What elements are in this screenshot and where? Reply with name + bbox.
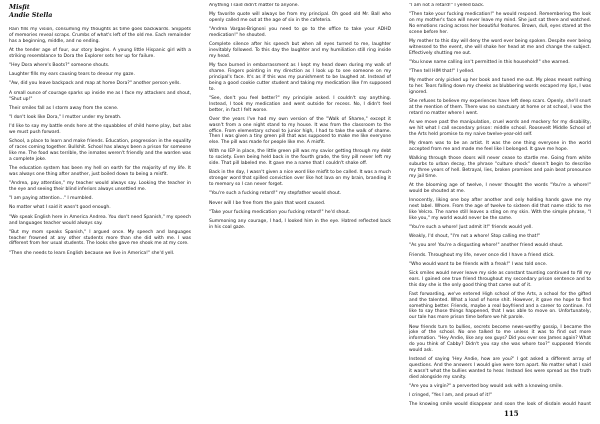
paragraph: Back in the day, I wasn't given a nice word like misfit to be called. It was a much stronger word that spilled conviction over like hot lava on my brain, branding it to memory so I can never forget.: [209, 170, 391, 188]
paragraph: Sick smiles would never leave my side as constant taunting continued to fill my ears. I gained one true friend throughout my secondary prison sentence and to this day she is the only good thing that came out of it.: [409, 271, 591, 288]
paragraph: My dream was to be an artist. It was the one thing everyone in the world accepted from me and made me feel like I belonged. It gave me hope.: [409, 141, 591, 152]
paragraph: Fast forwarding, we've entered High school of the Arts, a school for the gifted and the talented. What a load of horse shit. However, it gave me hope to find something better. Friends, maybe a real boyfriend and a career to continue. I'd like to say those things happened, that I was able to move on. Unfortunately, our tale has more prison time before we hit parole.: [409, 291, 591, 321]
paragraph: Their smiles fall as I storm away from the scene.: [9, 105, 119, 111]
paragraph: Walking through those doors will never cease to startle me. Going from white suburbs to urban decay, the phrase "culture shock" doesn't begin to describe my three years of hell. Betrayal, lies, broken promises and pain beat pronounce my jail time.: [409, 156, 591, 179]
paragraph: I'd like to say my battle ends here at the squabbles of child home play, but alas we must push forward.: [9, 124, 191, 136]
paragraph: Never will I be free from the pain that word caused.: [209, 200, 326, 206]
paragraph: My favorite quote will always be from my principal. Oh good old Mr. Ball who openly called me out at the age of six in the cafeteria.: [209, 12, 391, 24]
paragraph: Friends. Throughout my life, never once did I have a friend stick.: [409, 252, 555, 258]
paragraph: The education system has been my hell on earth for the majority of my life. It was always one thing after another, just boiled down to being a misfit.: [9, 166, 191, 177]
paragraph: At the tender age of four, our story begins. A young little Hispanic girl with a striking resemblance to Dora the Explorer sets her up for failure.: [9, 47, 191, 59]
paragraph: Complete silence after his speech but when all eyes turned to me, laughter inevitably followed. To this day the laughter and my humiliation still ring inside my head.: [209, 42, 391, 60]
page-number: 115: [504, 409, 519, 418]
paragraph: At the blooming age of twelve, I never thought the words "You're a whore!" would be shouted at me.: [409, 183, 591, 194]
paragraph: "Then she needs to learn English because we live in America!" she'd yell.: [9, 250, 175, 256]
paragraph: "Andrea, pay attention," my teacher would always say. Looking the teacher in the eye and seeing their blind inferiors always unsettled me.: [9, 181, 191, 193]
paragraph: A small ounce of courage sparks up inside me as I face my attackers and shout, "Shut up!": [9, 90, 191, 102]
paragraph: Innocently, liking one boy after another and only holding hands gave me my next label. Whore. From the age of twelve to sixteen did that name stick to me like Velcro. The name still leaves a sting on my skin. With the simple phrase, "I like you," my world would never be the same.: [409, 198, 591, 221]
paragraph: "You're such a whore! Just admit it!" friends would yell.: [409, 224, 533, 230]
paragraph: "You know name calling isn't permitted in this household!" she warned.: [409, 59, 570, 65]
text-column-3: [409, 3, 591, 407]
paragraph: "But my mom speaks Spanish," I argued once. My speech and languages teacher frowned at any other students more than she did with me. I was different from her usual students. The looks she gave me shook me at my core.: [9, 229, 191, 247]
paragraph: "I am not a retard!" I yelled back.: [409, 3, 485, 8]
paragraph: My mother only picked up her book and tuned me out. My pleas meant nothing to her. Tears falling down my cheeks as blubbering words escaped my lips, I was ignored.: [409, 78, 591, 96]
paragraph: I cringed, "Yes I am, and proud of it!": [409, 393, 493, 399]
paragraph: She refuses to believe my experiences have left deep scars. Openly, she'll snort at the mention of them. There was no sanctuary at home or at school, I was the retard no matter where I went.: [409, 99, 591, 116]
paragraph: Laughter fills my ears causing tears to devour my gaze.: [9, 72, 135, 78]
paragraph: No matter what I said it wasn't good enough.: [9, 205, 111, 211]
paragraph: School, a place to learn and make friends. Education, progression in the equality of races coming together. Bullshit. School has always been a prison for someone like me. The food was terrible, the inmates weren't friendly and the warden was a complete joke.: [9, 139, 191, 162]
paragraph: "Aw, did you leave backpack and map at home Dora?" another person yells.: [9, 81, 181, 87]
paragraph: "We speak English here in America Andrea. You don't need Spanish," my speech and languages teacher would always say.: [9, 214, 191, 226]
paragraph: Over the years I've had my own version of the "Walk of Shame," except it wasn't from a one night stand to my house. It was from the classroom to the office. From elementary school to junior high, I had to take the walk of shame. Then I was given a tiny green pill that was supposed to make me like everyone else. The pill was made for people like me. A misfit.: [209, 116, 391, 146]
paragraph: Instead of saying 'Hey Andie, how are you?' I got asked a different array of questions. And the answers I would give were torn apart. No matter what I said it wasn't what the bullies wanted to hear. Instead lies were spread as the truth died alongside my sanity.: [409, 357, 591, 380]
paragraph: Rain fills my vision, consuming my thoughts as time goes backwards. Snippets of memories reveal scraps. Crumbs of what's left of the old me. Each remainder has a beginning, middle, and no ending.: [9, 27, 191, 44]
paragraph: "Hey Dora where's Boots?" someone shouts.: [9, 63, 110, 68]
paragraph: "See, don't you feel better?" my principle asked. I couldn't say anything. Instead, I took my medication and went outside for recess. No, I didn't feel better, in fact I felt worse.: [209, 95, 391, 113]
story-title: Misfit: [9, 3, 30, 11]
text-column-2: [209, 3, 391, 407]
paragraph: "You're such a fucking retard!" my stepfather would shout.: [209, 191, 342, 197]
paragraph: My face burned in embarrassment as I kept my head down during my walk of shame. Fingers pointing in my direction as I look up to see someone on my principal's face. It's as if this was my punishment to be laughed at. Instead of being a good cookie cutter student and taking my medication like I'm supposed to.: [209, 63, 391, 92]
paragraph: My mother to this day will deny the word ever being spoken. Despite ever being witnessed to the event, she will shake her head at me and change the subject. Effectively shutting me out.: [409, 39, 591, 56]
paragraph: Weakly, I'd shout, "I'm not a whore! Stop calling me that!": [409, 234, 541, 240]
paragraph: As we move past the manipulation, cruel words and mockery for my disability, we hit what I call secondary prison: middle school. Roosevelt Middle School of the Arts held promise to my naive twelve-year-old self.: [409, 120, 591, 137]
paragraph: "Andrea Vargas-Brignoni you need to go to the office to take your ADHD medication!" he shouted.: [209, 27, 391, 39]
paragraph: "I don't look like Dora," I mutter under my breath.: [9, 115, 122, 121]
paragraph: "I am paying attention..." I mumbled.: [9, 196, 93, 202]
paragraph: "Who would want to be friends with a freak!" I was told once.: [409, 261, 548, 267]
text-column-1: [9, 27, 191, 407]
paragraph: "Then tell HIM that!" I yelled.: [409, 69, 475, 75]
paragraph: Anything I said didn't matter to anyone.: [209, 3, 299, 8]
paragraph: New friends turn to bullies, secrets become news-worthy gossip, I became the joke of the school. No one talked to me unless it was to find out more information. "Hey Andie, like any sex guys? Did you ever sex James again? What do you think of Cabby? Didn't you say she was whore too?" supposed friends would ask.: [409, 324, 591, 353]
paragraph: Summoning any courage, I had, I looked him in the eye. Hatred reflected back in his coal gaze.: [209, 219, 391, 230]
paragraph: With no IEP in place, the little green pill was my savior getting through my debt to society. Even being held back in the fourth grade, the tiny pill never left my side. That pill labeled me. It gave me a name that I couldn't shake off.: [209, 149, 391, 167]
author-name: Andie Stella: [9, 11, 53, 19]
paragraph: "Then take your fucking medication!" he would respond. Remembering the look on my mother's face will never leave my mind. She just sat there and watched. No emotions racing across her beautiful features. Brown, dull, eyes stared at the scene before her.: [409, 12, 591, 35]
paragraph: "As you are! You're a disgusting whore!" another friend would shout.: [409, 243, 564, 249]
paragraph: "Take your fucking medication you fucking retard!" he'd shout.: [209, 209, 351, 215]
paragraph: The knowing smile would disappear and soon the look of disdain would haunt: [409, 402, 591, 407]
paragraph: "Are you a virgin?" a perverted boy would ask with a knowing smile.: [409, 383, 563, 389]
